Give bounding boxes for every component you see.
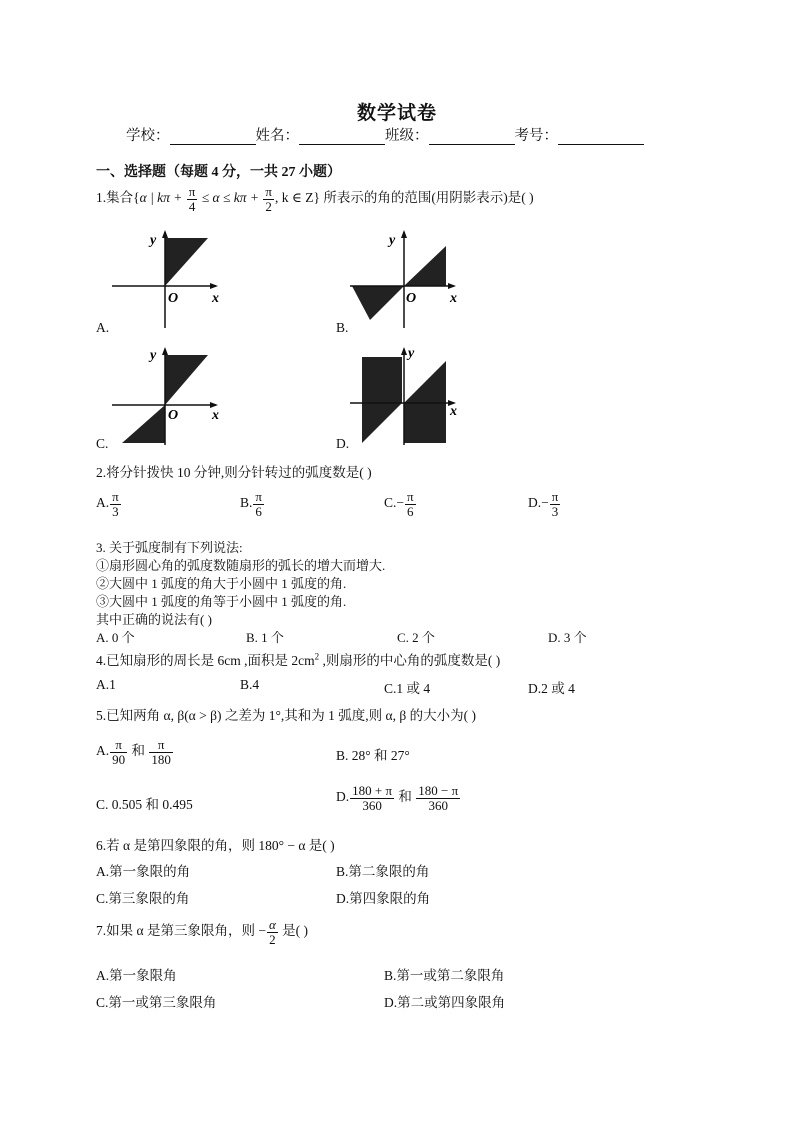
school-label: 学校： (126, 128, 170, 144)
q3-option-b: B. 1 个 (246, 630, 284, 645)
question-4: 4.已知扇形的周长是 6cm ,面积是 $2cm^2$ ,则扇形的中心角的弧度数是( ) (96, 651, 501, 668)
q1-graph-b-shade-upper (404, 246, 446, 286)
q6-option-b: B.第二象限的角 (336, 864, 430, 879)
q1-graph-d-y-label: y (408, 346, 415, 361)
q1-graph-c-shade-upper (165, 355, 208, 405)
q1-option-a: A. (96, 320, 110, 335)
exam-number-label: 考号： (514, 128, 558, 144)
q3-line-5: 其中正确的说法有( ) (96, 612, 212, 627)
name-blank (299, 128, 385, 145)
q6-option-a: A.第一象限的角 (96, 864, 191, 879)
q7-option-d: D.第二或第四象限角 (384, 995, 506, 1010)
q6-option-d: D.第四象限的角 (336, 891, 431, 906)
q7-option-b: B.第一或第二象限角 (384, 968, 505, 983)
q4-option-b: B.4 (240, 677, 260, 692)
q5-option-a: A. $\frac{\pi}{90}$ 和 $\frac{\pi}{180}$ (96, 737, 171, 767)
student-info-row (126, 124, 644, 145)
q3-option-d: D. 3 个 (548, 630, 587, 645)
q1-option-b: B. (336, 320, 349, 335)
q1-option-d: D. (336, 436, 350, 451)
class-blank (429, 128, 515, 145)
q1-graph-c-origin: O (168, 408, 179, 423)
q2-option-c: C.− $\frac{\pi}{6}$ (384, 489, 414, 519)
q1-text-pre: 1.集合{ (96, 190, 140, 206)
class-label: 班级： (385, 128, 429, 144)
question-7: 7.如果 α 是第三象限角，则 − $\frac{\alpha}{2}$ 是( ) (96, 917, 309, 947)
q1-graph-c-shade-lower (122, 405, 165, 443)
q1-option-c: C. (96, 436, 109, 451)
q4-option-d: D.2 或 4 (528, 681, 575, 696)
q2-option-a: A. $\frac{\pi}{3}$ (96, 489, 119, 519)
section-heading: 一、选择题（每题 4 分，一共 27 小题） (96, 165, 341, 180)
q3-line-2: ①扇形圆心角的弧度数随扇形的弧长的增大而增大. (96, 558, 386, 573)
q2-option-b: B. $\frac{\pi}{6}$ (240, 489, 262, 519)
question-5: 5.已知两角 α, β(α > β) 之差为 1°,其和为 1 弧度,则 α, β 的大小为( ) (96, 708, 476, 723)
q1-text-mid: ≤ α ≤ kπ + (201, 190, 260, 206)
q1-graph-d-x-label: x (450, 404, 457, 419)
q3-line-3: ②大圆中 1 弧度的角大于小圆中 1 弧度的角. (96, 576, 347, 591)
q1-graph-a-y-label: y (150, 233, 157, 248)
q3-option-c: C. 2 个 (397, 630, 435, 645)
page-title: 数学试卷 (356, 103, 437, 124)
q2-option-d: D.− $\frac{\pi}{3}$ (528, 489, 559, 519)
school-blank (170, 128, 256, 145)
q1-graph-b-origin: O (406, 291, 417, 306)
q5-option-c: C. 0.505 和 0.495 (96, 797, 193, 812)
q1-graph-a (108, 228, 228, 330)
q3-line-1: 3. 关于弧度制有下列说法: (96, 540, 243, 555)
q1-fraction-pi-2: $\frac{\pi}{2}$ (265, 184, 272, 214)
q1-graph-a-shade (165, 238, 208, 286)
q1-graph-c (108, 345, 228, 447)
q1-graph-a-x-label: x (212, 291, 219, 306)
q1-graph-d-shade-right (404, 361, 446, 443)
q1-text-alpha: α | kπ + (139, 190, 183, 206)
exam-number-blank (558, 128, 644, 145)
q1-fraction-pi-4: $\frac{\pi}{4}$ (188, 184, 196, 214)
q4-option-a: A.1 (96, 677, 116, 692)
question-6: 6.若 α 是第四象限的角，则 180° − α 是( ) (96, 838, 335, 853)
q4-option-c: C.1 或 4 (384, 681, 431, 696)
name-label: 姓名： (255, 128, 299, 144)
question-1 (96, 185, 534, 213)
q1-graph-d-origin: O (390, 416, 401, 431)
q1-graph-b-x-label: x (450, 291, 457, 306)
q3-line-4: ③大圆中 1 弧度的角等于小圆中 1 弧度的角. (96, 594, 347, 609)
q1-graph-b (346, 228, 466, 330)
q7-option-a: A.第一象限角 (96, 968, 177, 983)
question-2: 2.将分针拨快 10 分钟,则分针转过的弧度数是( ) (96, 465, 372, 480)
q3-option-a: A. 0 个 (96, 630, 135, 645)
q1-graph-c-y-label: y (150, 348, 157, 363)
q1-graph-b-y-label: y (389, 233, 396, 248)
q1-graph-c-x-label: x (212, 408, 219, 423)
q6-option-c: C.第三象限的角 (96, 891, 190, 906)
q1-text-post: , k ∈ Z} 所表示的角的范围(用阴影表示)是( ) (274, 190, 534, 206)
q5-option-d: D. $\frac{180 + \pi}{360}$ 和 $\frac{180 - \pi}{360}$ (336, 783, 459, 813)
q1-graph-a-origin: O (168, 291, 179, 306)
q7-option-c: C.第一或第三象限角 (96, 995, 217, 1010)
q1-graph-b-shade-lower (352, 286, 404, 320)
q1-graph-d (346, 345, 466, 447)
q5-option-b: B. 28° 和 27° (336, 748, 410, 763)
